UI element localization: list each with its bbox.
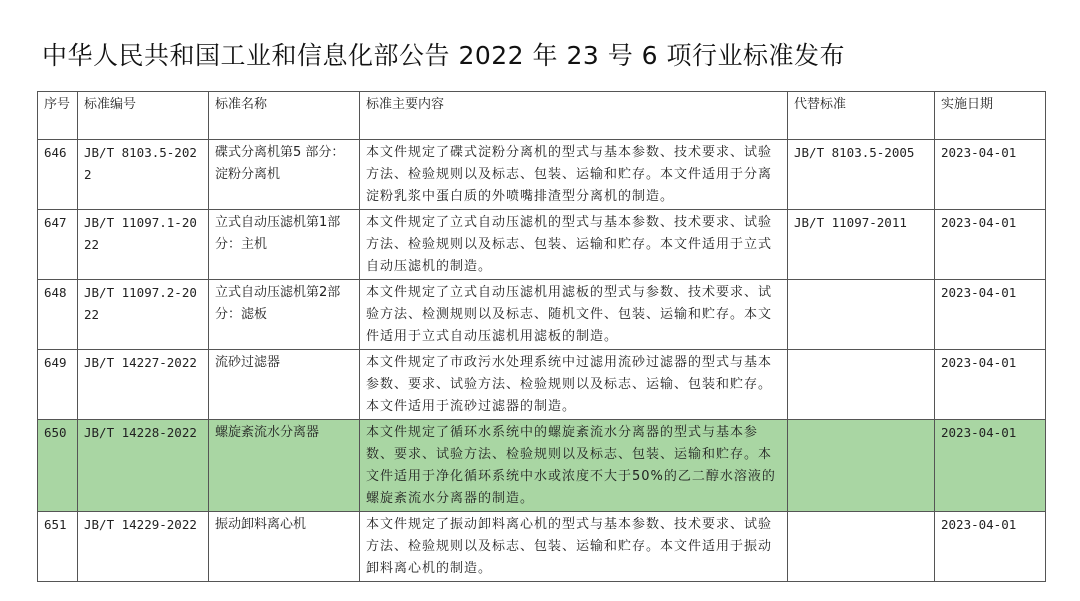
row-content: 本文件规定了碟式淀粉分离机的型式与基本参数、技术要求、试验方法、检验规则以及标志、包装、运输和贮存。本文件适用于分离淀粉乳浆中蛋白质的外喷嘴排渣型分离机的制造。 (360, 140, 788, 210)
row-date: 2023-04-01 (935, 140, 1046, 210)
row-name: 螺旋紊流水分离器 (209, 420, 360, 512)
standards-table (37, 91, 1046, 582)
row-seq: 649 (38, 350, 78, 420)
row-seq: 650 (38, 420, 78, 512)
row-date: 2023-04-01 (935, 280, 1046, 350)
table-row (38, 350, 1046, 420)
row-name: 立式自动压滤机第1部分：主机 (209, 210, 360, 280)
row-content: 本文件规定了市政污水处理系统中过滤用流砂过滤器的型式与基本参数、要求、试验方法、检验规则以及标志、运输、包装和贮存。本文件适用于流砂过滤器的制造。 (360, 350, 788, 420)
row-code: JB/T 11097.1-2022 (78, 210, 209, 280)
row-content: 本文件规定了循环水系统中的螺旋紊流水分离器的型式与基本参数、要求、试验方法、检验规则以及标志、包装、运输和贮存。本文件适用于净化循环系统中水或浓度不大于50%的乙二醇水溶液的螺旋紊流水分离器的制造。 (360, 420, 788, 512)
column-header-seq: 序号 (38, 92, 78, 140)
column-header-replaces: 代替标准 (788, 92, 935, 140)
row-content: 本文件规定了立式自动压滤机用滤板的型式与参数、技术要求、试验方法、检测规则以及标志、随机文件、包装、运输和贮存。本文件适用于立式自动压滤机用滤板的制造。 (360, 280, 788, 350)
row-content: 本文件规定了振动卸料离心机的型式与基本参数、技术要求、试验方法、检验规则以及标志、包装、运输和贮存。本文件适用于振动卸料离心机的制造。 (360, 512, 788, 582)
table-row (38, 210, 1046, 280)
row-name: 振动卸料离心机 (209, 512, 360, 582)
column-header-code: 标准编号 (78, 92, 209, 140)
row-code: JB/T 11097.2-2022 (78, 280, 209, 350)
row-replaces (788, 280, 935, 350)
row-seq: 651 (38, 512, 78, 582)
column-header-content: 标准主要内容 (360, 92, 788, 140)
row-seq: 646 (38, 140, 78, 210)
page-title: 中华人民共和国工业和信息化部公告 2022 年 23 号 6 项行业标准发布 (42, 41, 846, 70)
row-name: 流砂过滤器 (209, 350, 360, 420)
row-replaces: JB/T 8103.5-2005 (788, 140, 935, 210)
row-code: JB/T 14229-2022 (78, 512, 209, 582)
column-header-name: 标准名称 (209, 92, 360, 140)
row-code: JB/T 14227-2022 (78, 350, 209, 420)
row-replaces (788, 512, 935, 582)
column-header-date: 实施日期 (935, 92, 1046, 140)
row-replaces (788, 420, 935, 512)
table-header-row (38, 92, 1046, 140)
row-seq: 647 (38, 210, 78, 280)
row-code: JB/T 8103.5-2022 (78, 140, 209, 210)
row-date: 2023-04-01 (935, 350, 1046, 420)
table-row (38, 280, 1046, 350)
row-name: 立式自动压滤机第2部分：滤板 (209, 280, 360, 350)
row-name: 碟式分离机第5 部分：淀粉分离机 (209, 140, 360, 210)
table-row (38, 512, 1046, 582)
row-seq: 648 (38, 280, 78, 350)
row-date: 2023-04-01 (935, 512, 1046, 582)
row-code: JB/T 14228-2022 (78, 420, 209, 512)
table-row-highlighted (38, 420, 1046, 512)
row-content: 本文件规定了立式自动压滤机的型式与基本参数、技术要求、试验方法、检验规则以及标志、包装、运输和贮存。本文件适用于立式自动压滤机的制造。 (360, 210, 788, 280)
row-replaces: JB/T 11097-2011 (788, 210, 935, 280)
row-replaces (788, 350, 935, 420)
table-row (38, 140, 1046, 210)
row-date: 2023-04-01 (935, 210, 1046, 280)
row-date: 2023-04-01 (935, 420, 1046, 512)
